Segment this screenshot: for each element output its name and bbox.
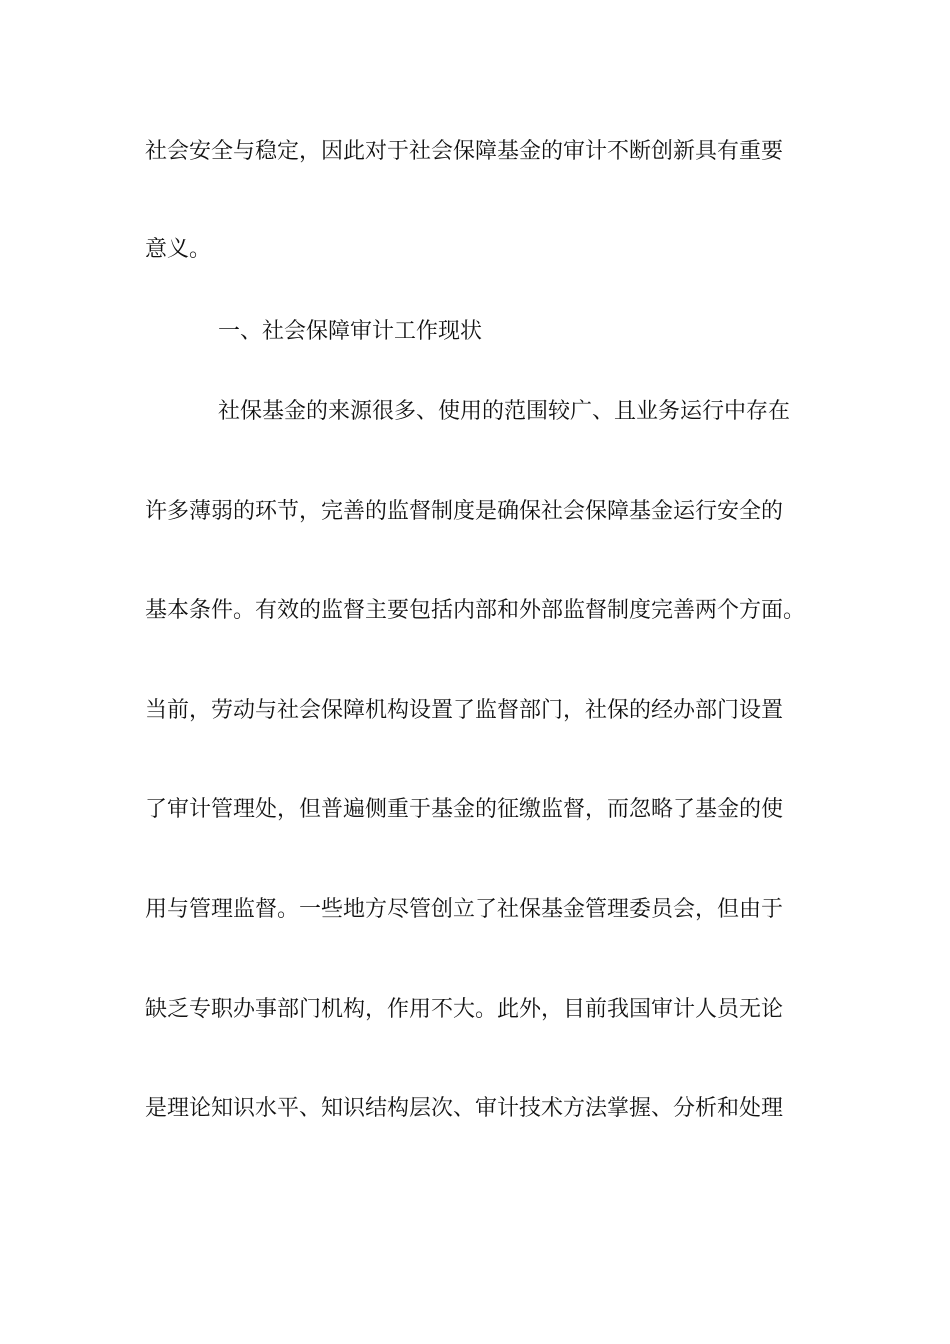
paragraph-line: 许多薄弱的环节，完善的监督制度是确保社会保障基金运行安全的 [145,499,784,524]
paragraph-line: 了审计管理处，但普遍侧重于基金的征缴监督，而忽略了基金的使 [145,797,784,822]
paragraph-line: 基本条件。有效的监督主要包括内部和外部监督制度完善两个方面。 [145,598,806,623]
section-heading: 一、社会保障审计工作现状 [218,319,483,344]
paragraph-line: 社会安全与稳定，因此对于社会保障基金的审计不断创新具有重要 [145,139,784,164]
paragraph-line: 用与管理监督。一些地方尽管创立了社保基金管理委员会，但由于 [145,897,784,922]
paragraph-line: 意义。 [145,237,212,262]
paragraph-line: 当前，劳动与社会保障机构设置了监督部门，社保的经办部门设置 [145,698,784,723]
paragraph-line: 缺乏专职办事部门机构，作用不大。此外，目前我国审计人员无论 [145,997,784,1022]
paragraph-line: 社保基金的来源很多、使用的范围较广、且业务运行中存在 [218,399,791,424]
paragraph-line: 是理论知识水平、知识结构层次、审计技术方法掌握、分析和处理 [145,1096,784,1121]
